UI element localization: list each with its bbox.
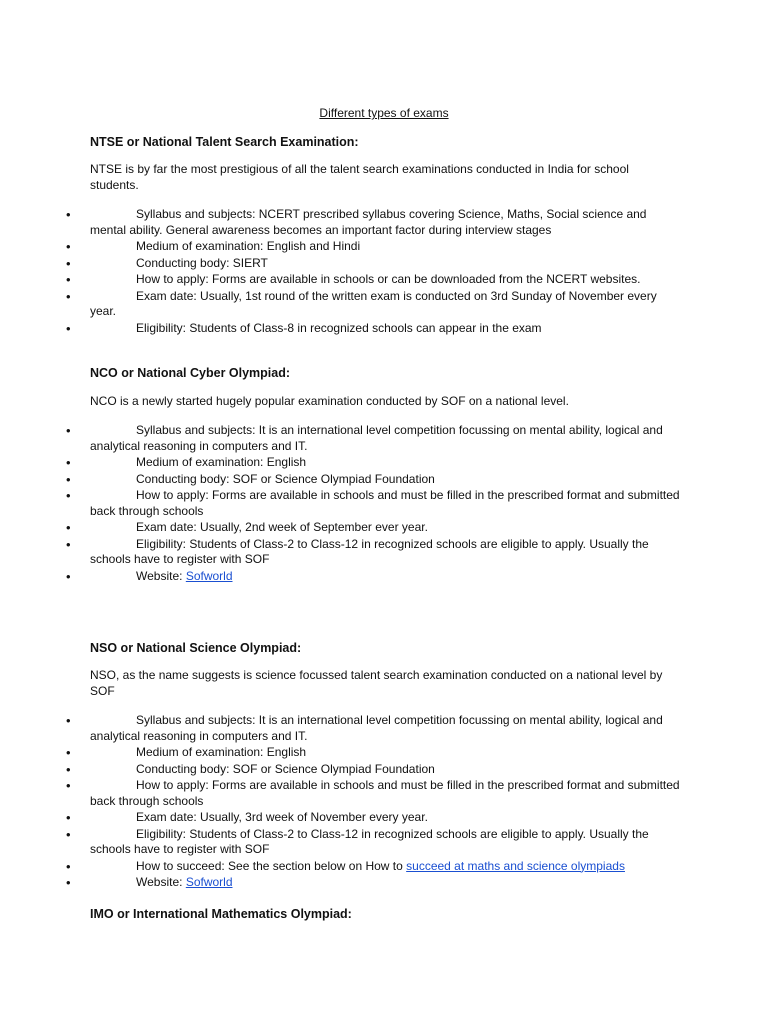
section-list-nso (0, 713, 768, 892)
bullet-icon: • (66, 488, 71, 503)
list-item: • Website: Sofworld (66, 568, 233, 584)
bullet-icon: • (66, 239, 71, 254)
list-item: • Website: Sofworld (66, 875, 233, 890)
list-item: • Conducting body: SOF or Science Olympiad Foundation (66, 761, 435, 777)
bullet-icon: • (66, 745, 71, 760)
list-item: • Syllabus and subjects: It is an international level competition focussing on mental ability, logical and analytical reasoning in computers and IT. (66, 713, 663, 743)
bullet-icon: • (66, 875, 71, 890)
section-intro-nco: NCO is a newly started hugely popular examination conducted by SOF on a national level. (90, 394, 569, 408)
list-item: • How to succeed: See the section below on How to succeed at maths and science olympiads (66, 858, 625, 874)
bullet-icon: • (66, 207, 71, 222)
bullet-icon: • (66, 826, 71, 842)
bullet-icon: • (66, 778, 71, 793)
bullet-icon: • (66, 288, 71, 304)
bullet-icon: • (66, 568, 71, 584)
section-heading-ntse: NTSE or National Talent Search Examination: (90, 135, 359, 149)
list-item: • Exam date: Usually, 2nd week of September ever year. (66, 520, 428, 535)
list-item: • Syllabus and subjects: It is an international level competition focussing on mental ability, logical and analytical reasoning in computers and IT. (66, 423, 663, 453)
bullet-icon: • (66, 713, 71, 728)
bullet-icon: • (66, 320, 71, 336)
section-list-nco (0, 423, 768, 585)
sofworld-link[interactable]: Sofworld (185, 875, 233, 889)
bullet-icon: • (66, 471, 71, 487)
section-intro-ntse: NTSE is by far the most prestigious of all the talent search examinations conducted in India for school students. (90, 162, 629, 192)
olympiad-tips-link[interactable]: succeed at maths and science olympiads (406, 858, 625, 873)
list-item: • Eligibility: Students of Class-2 to Class-12 in recognized schools are eligible to apply. Usually the schools have to register with SOF (66, 826, 649, 856)
section-intro-nso: NSO, as the name suggests is science focussed talent search examination conducted on a national level by SOF (90, 668, 663, 698)
list-item: • How to apply: Forms are available in schools or can be downloaded from the NCERT websites. (66, 272, 641, 287)
bullet-icon: • (66, 272, 71, 287)
section-heading-nso: NSO or National Science Olympiad: (90, 641, 302, 655)
list-item: • Medium of examination: English (66, 455, 307, 470)
section-heading-nco: NCO or National Cyber Olympiad: (90, 366, 291, 380)
bullet-icon: • (66, 761, 71, 777)
list-item: • Exam date: Usually, 1st round of the written exam is conducted on 3rd Sunday of November every year. (66, 288, 657, 318)
list-item: • Eligibility: Students of Class-8 in recognized schools can appear in the exam (66, 320, 542, 336)
list-item: • Conducting body: SOF or Science Olympiad Foundation (66, 471, 435, 487)
section-heading-imo: IMO or International Mathematics Olympiad: (90, 907, 352, 921)
list-item: • Exam date: Usually, 3rd week of November every year. (66, 810, 428, 825)
document-title: Different types of exams (319, 106, 449, 120)
list-item: • Eligibility: Students of Class-2 to Class-12 in recognized schools are eligible to apply. Usually the schools have to register with SOF (66, 536, 649, 566)
bullet-icon: • (66, 255, 71, 271)
list-item: • Syllabus and subjects: NCERT prescribed syllabus covering Science, Maths, Social science and mental ability. General awareness becomes an important factor during interview stages (66, 207, 647, 237)
list-item: • Medium of examination: English and Hindi (66, 239, 361, 254)
bullet-icon: • (66, 810, 71, 825)
list-item: • How to apply: Forms are available in schools and must be filled in the prescribed format and submitted back through schools (66, 778, 680, 808)
bullet-icon: • (66, 423, 71, 438)
list-item: • Medium of examination: English (66, 745, 307, 760)
bullet-icon: • (66, 520, 71, 535)
bullet-icon: • (66, 536, 71, 552)
section-list-ntse (0, 207, 768, 337)
list-item: • How to apply: Forms are available in schools and must be filled in the prescribed format and submitted back through schools (66, 488, 680, 518)
sofworld-link[interactable]: Sofworld (185, 568, 233, 583)
bullet-icon: • (66, 858, 71, 874)
bullet-icon: • (66, 455, 71, 470)
list-item: • Conducting body: SIERT (66, 255, 268, 271)
